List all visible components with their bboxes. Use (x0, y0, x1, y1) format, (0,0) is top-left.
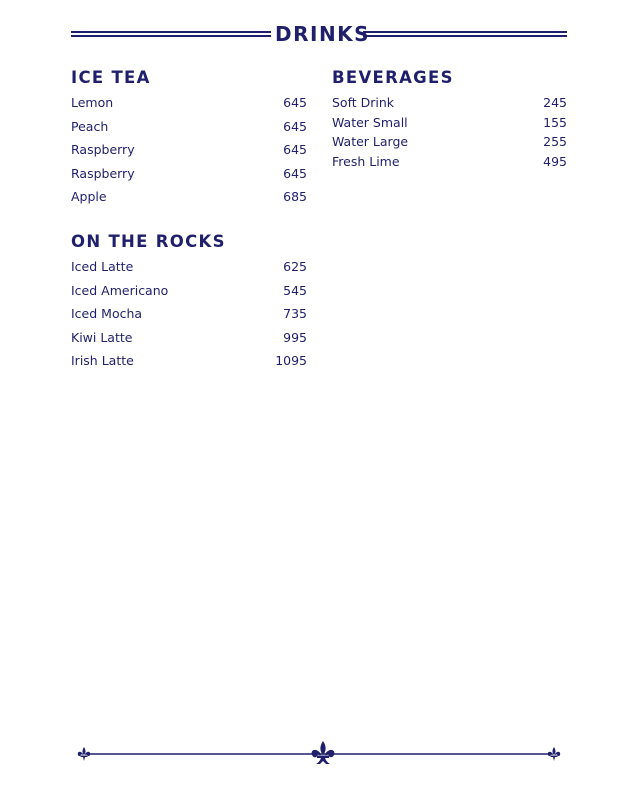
page-title: DRINKS (275, 22, 371, 46)
menu-item-name: Kiwi Latte (71, 329, 133, 345)
menu-item-name: Irish Latte (71, 353, 134, 368)
fleur-de-lis-icon (312, 741, 335, 764)
menu-item-name: Apple (71, 189, 107, 204)
section-beverages (332, 67, 567, 172)
menu-item-list (332, 94, 567, 172)
menu-item-price: 645 (283, 142, 307, 157)
section-ice-tea (71, 67, 307, 212)
menu-item-price: 735 (283, 306, 307, 321)
menu-item-price: 995 (283, 329, 307, 345)
menu-item-name: Raspberry (71, 142, 135, 157)
menu-item (332, 153, 567, 173)
menu-item-price: 545 (283, 282, 307, 298)
menu-item (71, 188, 307, 212)
header-double-rule-right (363, 31, 567, 37)
menu-item (71, 305, 307, 329)
footer-ornament-graphic (74, 738, 564, 768)
menu-item-name: Water Small (332, 114, 408, 130)
menu-item-name: Soft Drink (332, 95, 395, 110)
menu-item-price: 645 (283, 118, 307, 134)
page-header (71, 20, 567, 48)
header-double-rule-left (71, 31, 271, 37)
menu-item (71, 94, 307, 118)
menu-item (332, 114, 567, 134)
menu-item (71, 282, 307, 306)
menu-item-price: 495 (543, 153, 567, 169)
menu-item-price: 625 (283, 259, 307, 274)
section-title: ON THE ROCKS (71, 232, 226, 251)
menu-item (71, 352, 307, 376)
menu-item-list (71, 258, 307, 376)
section-on-the-rocks (71, 231, 307, 376)
menu-item (71, 118, 307, 142)
menu-item-name: Peach (71, 118, 109, 134)
menu-item (332, 133, 567, 153)
menu-item-name: Lemon (71, 95, 114, 110)
menu-item (71, 329, 307, 353)
menu-item-price: 685 (283, 189, 307, 204)
menu-item-price: 1095 (275, 353, 307, 368)
menu-item-price: 645 (283, 165, 307, 181)
menu-item-price: 255 (543, 134, 567, 149)
section-title: BEVERAGES (332, 68, 454, 87)
menu-item (71, 258, 307, 282)
section-title: ICE TEA (71, 68, 151, 87)
menu-item-name: Iced Mocha (71, 306, 143, 321)
menu-item-list (71, 94, 307, 212)
menu-item-price: 645 (283, 95, 307, 110)
fleur-de-lis-icon (78, 747, 90, 761)
footer-ornament (74, 738, 564, 768)
menu-item-name: Fresh Lime (332, 153, 400, 169)
menu-item (332, 94, 567, 114)
fleur-de-lis-icon (548, 747, 560, 761)
menu-item-price: 155 (543, 114, 567, 130)
menu-item-price: 245 (543, 95, 567, 110)
menu-item-name: Raspberry (71, 165, 135, 181)
menu-item-name: Iced Latte (71, 259, 134, 274)
menu-item-name: Water Large (332, 134, 409, 149)
menu-item (71, 141, 307, 165)
menu-item (71, 165, 307, 189)
menu-item-name: Iced Americano (71, 282, 169, 298)
